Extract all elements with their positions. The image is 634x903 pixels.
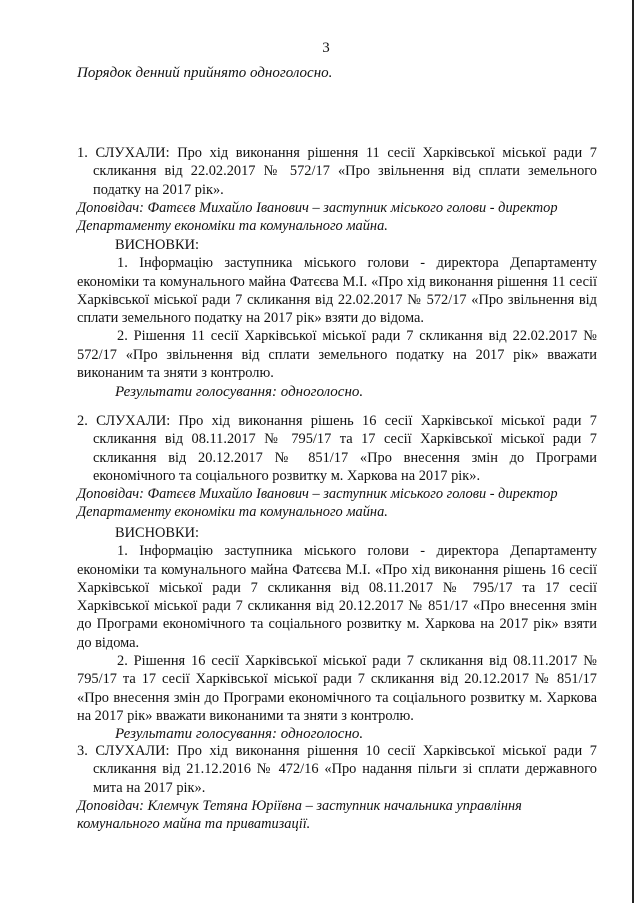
item-2-conclusion-1: 1. Інформацію заступника міського голови - директора Департаменту економіки та комунального майна Фатєєва М.І. «Про хід виконання рішень 16 сесії Харківської міської ради 7 скликання від 08.11.2017 № 795/17 та 17 сесії Харківської міської ради 7 скликання від 20.12.2017 № 851/17 «Про внесення змін до Програми економічного та соціального розвитку м. Харкова на 2017 рік» взяти до відома. bbox=[77, 543, 597, 651]
item-2 bbox=[77, 412, 597, 522]
item-1-speaker-dept: Департаменту економіки та комунального майна. bbox=[77, 218, 388, 235]
item-1-heard: 1. СЛУХАЛИ: Про хід виконання рішення 11 сесії Харківської міської ради 7 скликання від 22.02.2017 № 572/17 «Про звільнення від сплати земельного податку на 2017 рік». bbox=[77, 145, 597, 198]
item-3-heard: 3. СЛУХАЛИ: Про хід виконання рішення 10 сесії Харківської міської ради 7 скликання від 21.12.2016 № 472/16 «Про надання пільги зі сплати державного мита на 2017 рік». bbox=[77, 743, 597, 796]
agenda-note: Порядок денний прийнято одноголосно. bbox=[77, 65, 333, 81]
item-2-conclusions bbox=[77, 524, 597, 725]
item-2-speaker: Доповідач: Фатєєв Михайло Іванович – заступник міського голови - директор bbox=[77, 486, 558, 503]
item-2-vote: Результати голосування: одноголосно. bbox=[115, 726, 364, 742]
item-3 bbox=[77, 742, 597, 833]
item-2-speaker-dept: Департаменту економіки та комунального майна. bbox=[77, 504, 388, 521]
page-number: 3 bbox=[322, 40, 330, 56]
item-3-speaker: Доповідач: Клемчук Тетяна Юріївна – заступник начальника управління bbox=[77, 797, 522, 814]
item-1-conclusion-1: 1. Інформацію заступника міського голови - директора Департаменту економіки та комунального майна Фатєєва М.І. «Про хід виконання рішення 11 сесії Харківської міської ради 7 скликання від 22.02.2017 № 572/17 «Про звільнення від сплати земельного податку на 2017 рік» взяти до відома. bbox=[77, 255, 597, 327]
item-1-conclusions bbox=[77, 236, 597, 382]
item-3-speaker-dept: комунального майна та приватизації. bbox=[77, 816, 311, 833]
item-2-heard: 2. СЛУХАЛИ: Про хід виконання рішень 16 сесії Харківської міської ради 7 скликання від 08.11.2017 № 795/17 та 17 сесії Харківської міської ради 7 скликання від 20.12.2017 № 851/17 «Про внесення змін до Програми економічного та соціального розвитку м. Харкова на 2017 рік». bbox=[77, 413, 597, 484]
item-1-speaker: Доповідач: Фатєєв Михайло Іванович – заступник міського голови - директор bbox=[77, 199, 558, 216]
item-1-conclusions-title: ВИСНОВКИ: bbox=[115, 237, 199, 253]
item-2-conclusion-2: 2. Рішення 16 сесії Харківської міської ради 7 скликання від 08.11.2017 № 795/17 та 17 сесії Харківської міської ради 7 скликання від 20.12.2017 № 851/17 «Про внесення змін до Програми економічного та соціального розвитку м. Харкова на 2017 рік» вважати виконаними та зняти з контролю. bbox=[77, 653, 597, 724]
item-1-conclusion-2: 2. Рішення 11 сесії Харківської міської ради 7 скликання від 22.02.2017 № 572/17 «Про звільнення від сплати земельного податку на 2017 рік» вважати виконаним та зняти з контролю. bbox=[77, 328, 597, 382]
item-1-vote: Результати голосування: одноголосно. bbox=[115, 384, 364, 400]
item-1 bbox=[77, 144, 597, 235]
item-2-conclusions-title: ВИСНОВКИ: bbox=[115, 525, 199, 541]
